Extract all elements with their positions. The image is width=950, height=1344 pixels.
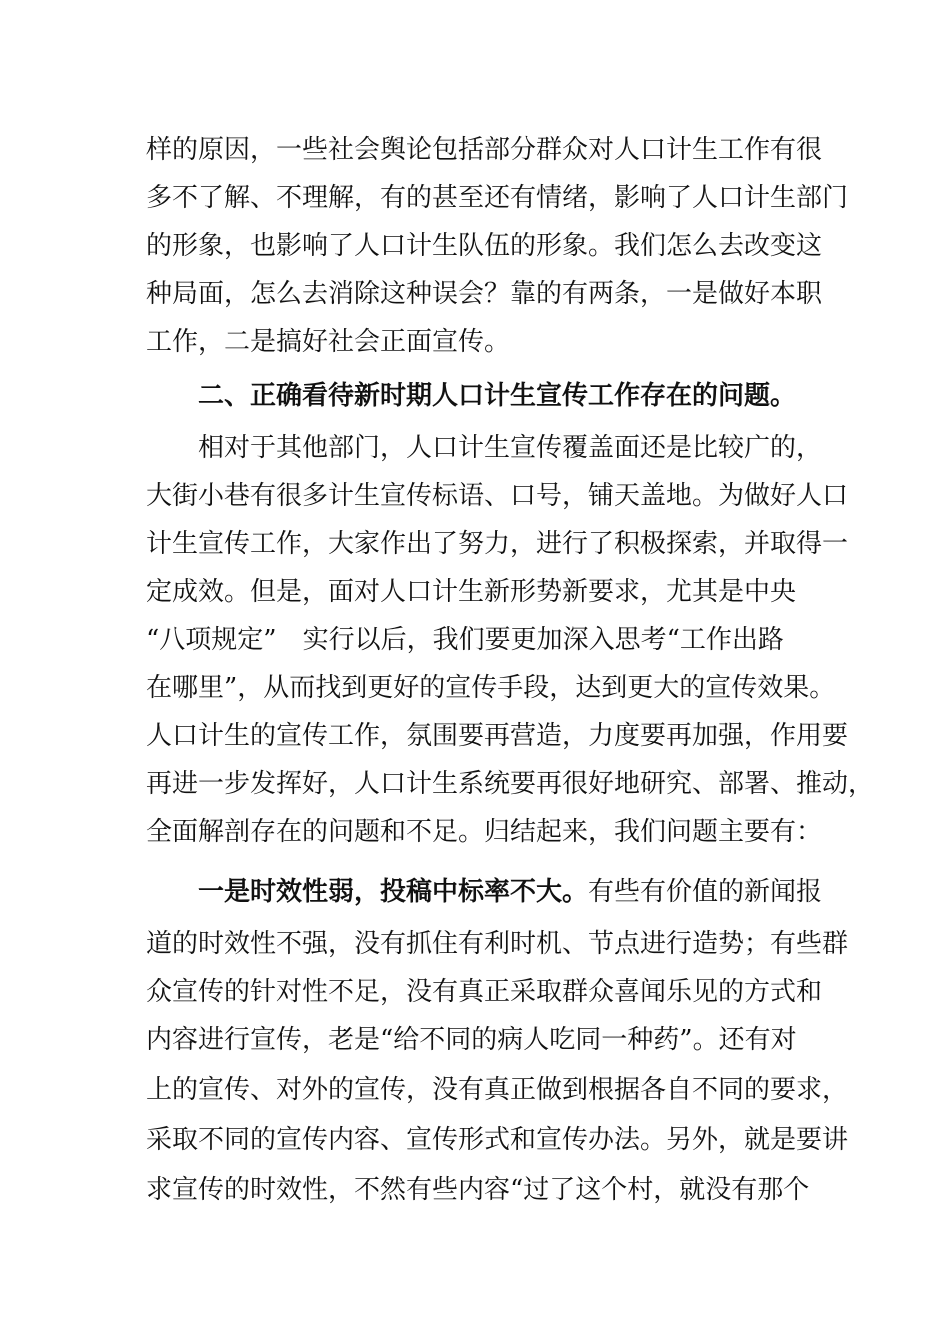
text-line: 多不了解、不理解，有的甚至还有情绪，影响了人口计生部门	[146, 183, 849, 213]
text-line: “八项规定” 实行以后，我们要更加深入思考“工作出路	[146, 625, 784, 655]
text-line: 定成效。但是，面对人口计生新形势新要求，尤其是中央	[146, 577, 797, 607]
text-line: 再进一步发挥好，人口计生系统要再很好地研究、部署、推动，	[146, 769, 875, 799]
text-line: 计生宣传工作，大家作出了努力，进行了积极探索，并取得一	[146, 529, 849, 559]
section-heading: 二、正确看待新时期人口计生宣传工作存在的问题。	[198, 381, 797, 411]
text-line: 样的原因，一些社会舆论包括部分群众对人口计生工作有很	[146, 135, 823, 165]
text-line: 种局面，怎么去消除这种误会？靠的有两条，一是做好本职	[146, 279, 823, 309]
text-line: 工作，二是搞好社会正面宣传。	[146, 327, 511, 357]
text-line: 求宣传的时效性，不然有些内容“过了这个村，就没有那个	[146, 1175, 810, 1205]
text-line: 道的时效性不强，没有抓住有利时机、节点进行造势；有些群	[146, 929, 849, 959]
text-line: 上的宣传、对外的宣传，没有真正做到根据各自不同的要求，	[146, 1075, 849, 1105]
text-line: 全面解剖存在的问题和不足。归结起来，我们问题主要有：	[146, 817, 823, 847]
point-one-line	[198, 868, 826, 916]
text-line: 采取不同的宣传内容、宣传形式和宣传办法。另外，就是要讲	[146, 1125, 849, 1155]
text-line: 内容进行宣传，老是“给不同的病人吃同一种药”。还有对	[146, 1025, 797, 1055]
point-one-heading: 一是时效性弱，投稿中标率不大。	[198, 877, 589, 907]
text-line: 的形象，也影响了人口计生队伍的形象。我们怎么去改变这	[146, 231, 823, 261]
text-line: 相对于其他部门，人口计生宣传覆盖面还是比较广的，	[198, 433, 823, 463]
text-line: 人口计生的宣传工作，氛围要再营造，力度要再加强，作用要	[146, 721, 849, 751]
text-line: 在哪里”，从而找到更好的宣传手段，达到更大的宣传效果。	[146, 673, 836, 703]
point-one-text: 有些有价值的新闻报	[588, 877, 823, 907]
text-line: 大街小巷有很多计生宣传标语、口号，铺天盖地。为做好人口	[146, 481, 849, 511]
text-line: 众宣传的针对性不足，没有真正采取群众喜闻乐见的方式和	[146, 977, 823, 1007]
